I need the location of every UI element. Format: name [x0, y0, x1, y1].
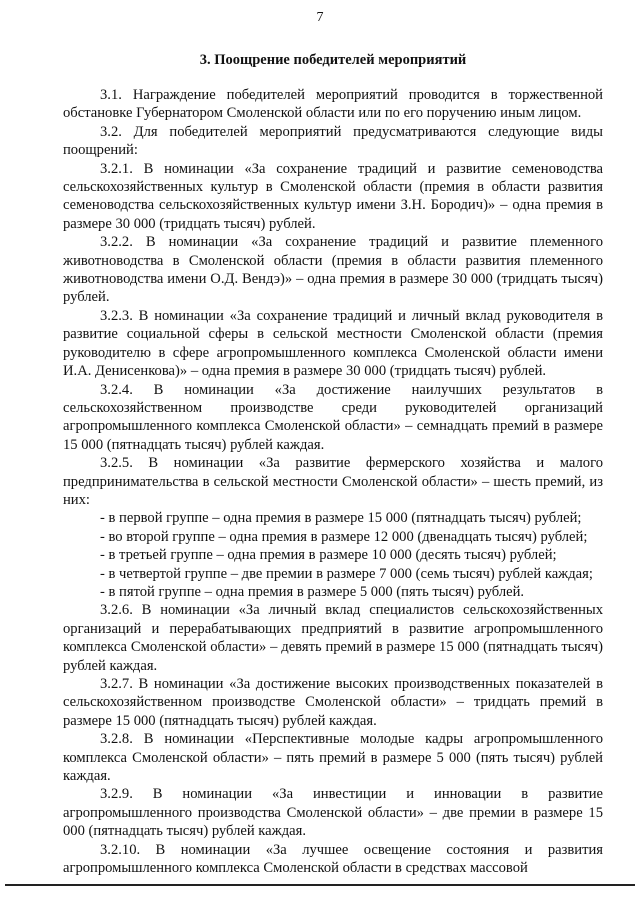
- section-title: 3. Поощрение победителей мероприятий: [199, 52, 467, 68]
- list-item: - в третьей группе – одна премия в размере 10 000 (десять тысяч) рублей;: [100, 547, 557, 564]
- paragraph-3-2: 3.2. Для победителей мероприятий предусматриваются следующие виды поощрений:: [63, 123, 603, 159]
- page-number: 7: [316, 10, 324, 25]
- paragraph-3-2-1: 3.2.1. В номинации «За сохранение традиций и развитие семеноводства сельскохозяйственных культур в Смоленской области (премия в области развития семеноводства сельскохозяйственных культур имени З.Н. Бородич)» – одна премия в размере 30 000 (тридцать тысяч) рублей.: [63, 160, 603, 232]
- paragraph-3-1: 3.1. Награждение победителей мероприятий проводится в торжественной обстановке Губернатором Смоленской области или по его поручению иным лицом.: [63, 87, 603, 122]
- paragraph-3-2-4: 3.2.4. В номинации «За достижение наилучших результатов в сельскохозяйственном производстве среди руководителей организаций агропромышленного комплекса Смоленской области» – семнадцать премий в размере 15 000 (пятнадцать тысяч) рублей каждая.: [63, 381, 603, 453]
- paragraph-3-2-5: 3.2.5. В номинации «За развитие фермерского хозяйства и малого предпринимательства в сельской местности Смоленской области» – шесть премий, из них:: [63, 455, 603, 508]
- list-item: - во второй группе – одна премия в размере 12 000 (двенадцать тысяч) рублей;: [100, 528, 588, 545]
- paragraph-3-2-7: 3.2.7. В номинации «За достижение высоких производственных показателей в сельскохозяйственном производстве Смоленской области» – тридцать премий в размере 15 000 (пятнадцать тысяч) рублей каждая.: [63, 676, 603, 729]
- paragraph-3-2-9: 3.2.9. В номинации «За инвестиции и инновации в развитие агропромышленного производства Смоленской области» – две премии в размере 15 000 (пятнадцать тысяч) рублей каждая.: [63, 786, 603, 840]
- paragraph-3-2-8: 3.2.8. В номинации «Перспективные молодые кадры агропромышленного комплекса Смоленской области» – пять премий в размере 5 000 (пять тысяч) рублей каждая.: [63, 731, 603, 785]
- list-item: - в пятой группе – одна премия в размере 5 000 (пять тысяч) рублей.: [100, 583, 525, 600]
- paragraph-3-2-6: 3.2.6. В номинации «За личный вклад специалистов сельскохозяйственных организаций и перерабатывающих предприятий в развитие агропромышленного комплекса Смоленской области» – девять премий в размере 15 000 (пятнадцать тысяч) рублей каждая.: [63, 602, 603, 674]
- document-body: [63, 51, 603, 877]
- list-item: - в четвертой группе – две премии в размере 7 000 (семь тысяч) рублей каждая;: [100, 565, 593, 582]
- bottom-divider: [5, 884, 635, 886]
- group-prize-list: [63, 509, 603, 601]
- list-item: - в первой группе – одна премия в размере 15 000 (пятнадцать тысяч) рублей;: [100, 510, 582, 527]
- paragraph-3-2-2: 3.2.2. В номинации «За сохранение традиций и развитие племенного животноводства в Смоленской области (премия в области развития племенного животноводства имени О.Д. Вендэ)» – одна премия в размере 30 000 (тридцать тысяч) рублей.: [63, 234, 603, 306]
- paragraph-3-2-10: 3.2.10. В номинации «За лучшее освещение состояния и развития агропромышленного комплекса Смоленской области в средствах массовой: [63, 841, 603, 877]
- paragraph-3-2-3: 3.2.3. В номинации «За сохранение традиций и личный вклад руководителя в развитие социальной сферы в сельской местности Смоленской области (премия руководителю в сфере агропромышленного комплекса Смоленской области имени И.А. Денисенкова)» – одна премия в размере 30 000 (тридцать тысяч) рублей.: [63, 307, 603, 380]
